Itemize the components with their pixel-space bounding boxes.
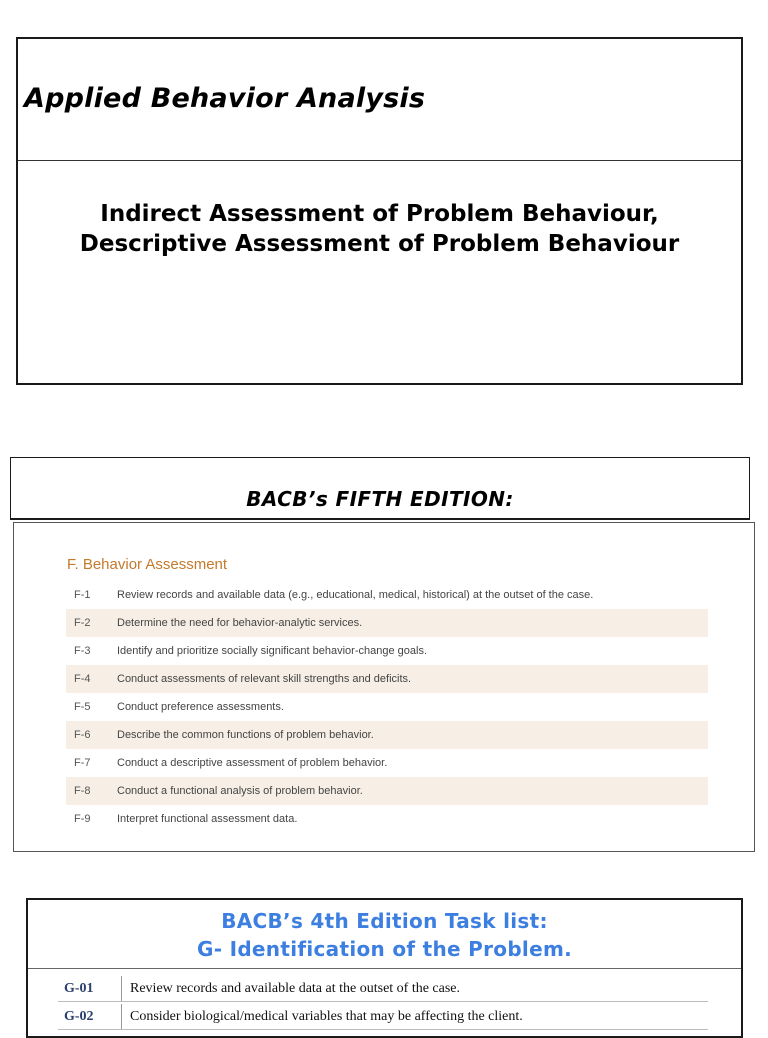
subtitle-block xyxy=(18,161,741,259)
fourth-edition-title: BACB’s 4th Edition Task list: xyxy=(221,909,548,933)
table-row xyxy=(58,1004,708,1030)
task-text: Review records and available data (e.g., educational, medical, historical) at the outset of the case. xyxy=(117,589,594,601)
task-code: F-4 xyxy=(74,673,91,685)
task-code: F-6 xyxy=(74,729,91,741)
task-text: Conduct assessments of relevant skill strengths and deficits. xyxy=(117,673,412,685)
task-text: Identify and prioritize socially significant behavior-change goals. xyxy=(117,645,428,657)
fifth-edition-header xyxy=(10,457,750,520)
task-text: Interpret functional assessment data. xyxy=(117,813,298,825)
task-code: F-8 xyxy=(74,785,91,797)
table-row xyxy=(66,609,708,637)
task-code: F-2 xyxy=(74,617,91,629)
task-text: Conduct preference assessments. xyxy=(117,701,284,713)
task-code: F-9 xyxy=(74,813,91,825)
task-code: F-3 xyxy=(74,645,91,657)
table-row xyxy=(66,749,708,777)
title-slide xyxy=(16,37,743,385)
task-text: Describe the common functions of problem behavior. xyxy=(117,729,374,741)
subtitle-line-1: Indirect Assessment of Problem Behaviour, xyxy=(100,201,659,227)
table-row xyxy=(58,976,708,1002)
table-row xyxy=(66,777,708,805)
task-text: Determine the need for behavior-analytic services. xyxy=(117,617,363,629)
task-list xyxy=(66,581,708,833)
table-row xyxy=(66,637,708,665)
task-text: Conduct a functional analysis of problem behavior. xyxy=(117,785,363,797)
task-text: Review records and available data at the outset of the case. xyxy=(130,980,461,996)
subtitle-line-2: Descriptive Assessment of Problem Behaviour xyxy=(79,231,680,257)
table-row xyxy=(66,721,708,749)
task-code: G-01 xyxy=(58,976,122,1001)
task-code: F-1 xyxy=(74,589,91,601)
table-row xyxy=(66,693,708,721)
fifth-edition-heading: BACB’s FIFTH EDITION: xyxy=(246,487,514,511)
table-row xyxy=(66,805,708,833)
task-code: F-7 xyxy=(74,757,91,769)
fourth-edition-box xyxy=(26,898,743,1038)
task-text: Conduct a descriptive assessment of problem behavior. xyxy=(117,757,388,769)
section-title: F. Behavior Assessment xyxy=(67,556,228,573)
table-row xyxy=(66,581,708,609)
title-header xyxy=(18,39,741,161)
task-text: Consider biological/medical variables that may be affecting the client. xyxy=(130,1008,523,1024)
fourth-edition-subtitle: G- Identification of the Problem. xyxy=(197,937,572,961)
table-row xyxy=(66,665,708,693)
task-code: G-02 xyxy=(58,1004,122,1029)
page-title: Applied Behavior Analysis xyxy=(24,83,426,114)
divider xyxy=(28,968,741,969)
task-code: F-5 xyxy=(74,701,91,713)
fifth-edition-table xyxy=(13,522,755,852)
